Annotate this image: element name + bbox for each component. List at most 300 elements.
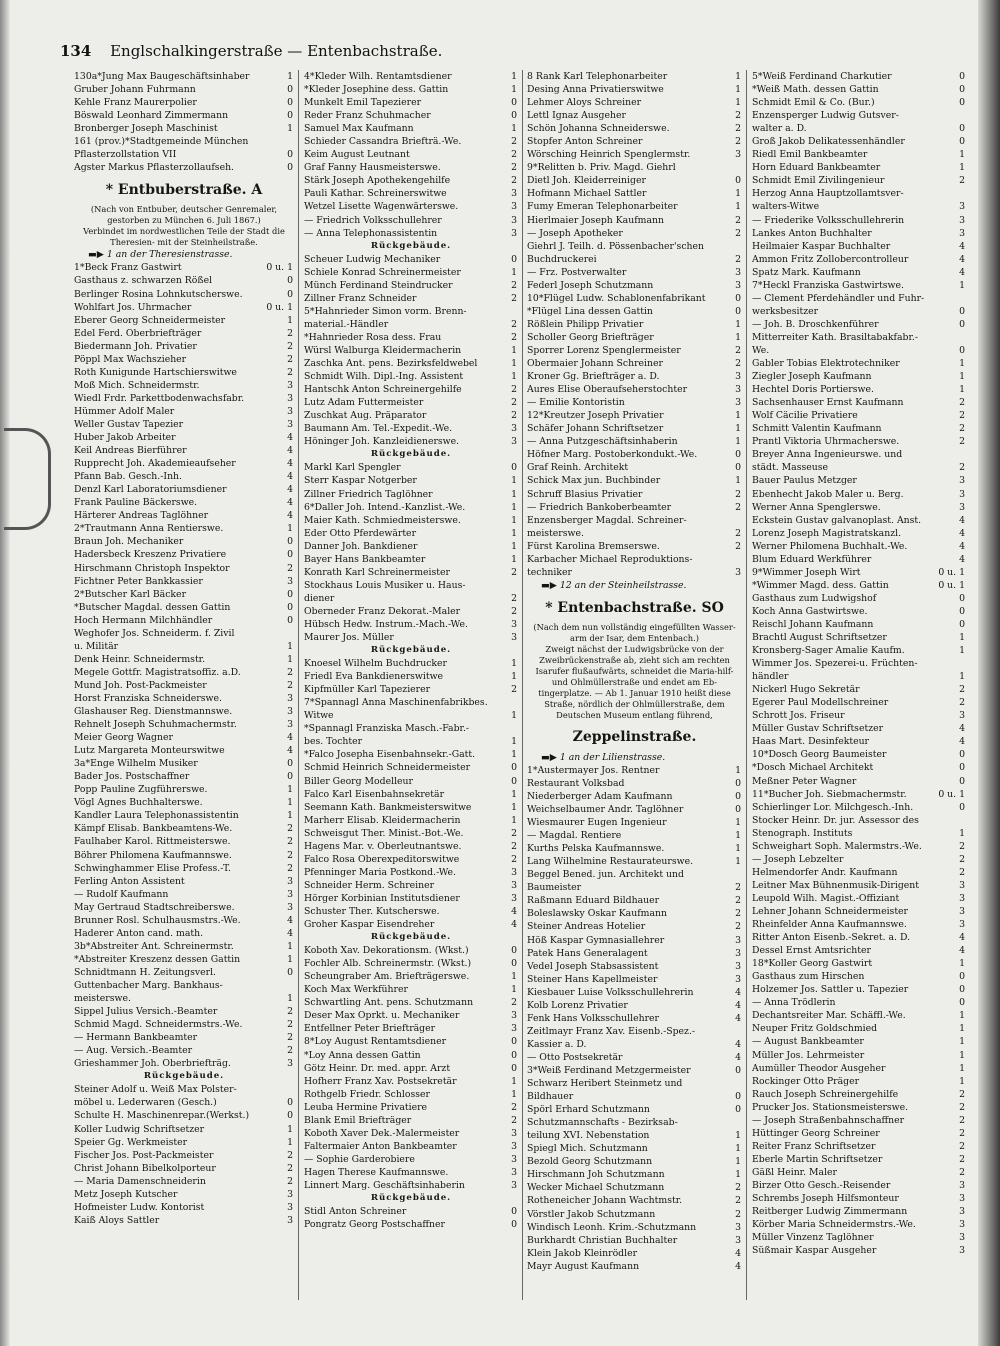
resident-entry xyxy=(527,894,742,907)
street-heading: * Entenbachstraße. SO xyxy=(545,599,724,616)
floor-number: 2 xyxy=(959,1101,965,1113)
floor-number: 3 xyxy=(287,379,293,391)
floor-number: 1 xyxy=(511,984,517,996)
floor-number: 3 xyxy=(511,214,517,226)
resident-entry xyxy=(527,1247,742,1260)
resident-name: Gäßl Heinr. Maler xyxy=(752,1166,837,1178)
resident-name: Fürst Karolina Bremserswe. xyxy=(527,540,660,552)
floor-number: 2 xyxy=(511,592,517,604)
resident-entry xyxy=(752,996,966,1009)
resident-entry xyxy=(752,840,966,853)
resident-entry xyxy=(752,605,966,618)
resident-entry xyxy=(527,200,742,213)
resident-name: — Anna Putzgeschäftsinhaberin xyxy=(527,436,678,448)
resident-entry xyxy=(74,122,294,135)
resident-name: Schmidt Wilh. Dipl.-Ing. Assistent xyxy=(304,371,464,383)
resident-entry xyxy=(74,1188,294,1201)
resident-entry xyxy=(304,1114,518,1127)
floor-number: 0 xyxy=(735,791,741,803)
resident-entry xyxy=(752,344,966,357)
resident-name: Patek Hans Generalagent xyxy=(527,947,648,959)
resident-name: Schmid Heinrich Schneidermeister xyxy=(304,762,471,774)
floor-number: 4 xyxy=(287,732,293,744)
floor-number: 1 xyxy=(511,371,517,383)
resident-name: Schierlinger Lor. Milchgesch.-Inh. xyxy=(752,801,914,813)
floor-number: 0 xyxy=(287,97,293,109)
floor-number: 0 xyxy=(287,275,293,287)
resident-entry xyxy=(527,344,742,357)
floor-number: 0 xyxy=(959,318,965,330)
resident-entry xyxy=(752,1009,966,1022)
resident-entry xyxy=(752,1218,966,1231)
resident-name: *Kleder Josephine dess. Gattin xyxy=(304,84,449,96)
resident-name: Kassier a. D. xyxy=(527,1038,587,1050)
resident-entry xyxy=(304,1153,518,1166)
resident-entry xyxy=(752,109,966,122)
resident-entry xyxy=(304,970,518,983)
resident-entry xyxy=(304,174,518,187)
resident-name: 9*Wimmer Joseph Wirt xyxy=(752,566,861,578)
resident-name: Lettl Ignaz Ausgeher xyxy=(527,110,626,122)
resident-entry xyxy=(752,1075,966,1088)
resident-name: Megele Gottfr. Magistratsoffiz. a.D. xyxy=(74,666,241,678)
resident-name: Grieshammer Joh. Oberbriefträg. xyxy=(74,1058,231,1070)
resident-entry xyxy=(304,957,518,970)
floor-number: 2 xyxy=(735,344,741,356)
floor-number: 2 xyxy=(287,366,293,378)
floor-number: 2 xyxy=(735,527,741,539)
floor-number: 1 xyxy=(735,1130,741,1142)
resident-entry xyxy=(527,920,742,933)
resident-entry xyxy=(752,422,966,435)
resident-entry xyxy=(527,187,742,200)
resident-name: Faltermaier Anton Bankbeamter xyxy=(304,1140,457,1152)
floor-number: 1 xyxy=(511,540,517,552)
resident-name: *Falco Josepha Eisenbahnsekr.-Gatt. xyxy=(304,749,476,761)
resident-entry xyxy=(752,488,966,501)
resident-entry xyxy=(752,644,966,657)
resident-name: Spörl Erhard Schutzmann xyxy=(527,1104,650,1116)
resident-name: Kehle Franz Maurerpolier xyxy=(74,97,197,109)
resident-entry xyxy=(527,907,742,920)
resident-name: Hagens Mar. v. Oberleutnantswe. xyxy=(304,840,462,852)
resident-entry xyxy=(304,983,518,996)
resident-entry xyxy=(304,70,518,83)
resident-name: Sippel Julius Versich.-Beamter xyxy=(74,1006,218,1018)
floor-number: 0 u. 1 xyxy=(938,788,965,800)
resident-name: Rehnelt Joseph Schuhmachermstr. xyxy=(74,719,237,731)
resident-entry xyxy=(74,392,294,405)
resident-entry xyxy=(304,748,518,761)
resident-name: Brunner Rosl. Schulhausmstrs.-We. xyxy=(74,914,241,926)
resident-name: — Maria Damenschneiderin xyxy=(74,1175,206,1187)
resident-entry xyxy=(304,657,518,670)
resident-name: Denzl Karl Laboratoriumsdiener xyxy=(74,484,227,496)
resident-entry xyxy=(304,1062,518,1075)
resident-entry xyxy=(304,918,518,931)
floor-number: 2 xyxy=(735,501,741,513)
resident-name: Vörstler Jakob Schutzmann xyxy=(527,1208,656,1220)
floor-number: 0 xyxy=(511,1062,517,1074)
resident-entry xyxy=(74,366,294,379)
floor-number: 2 xyxy=(959,436,965,448)
floor-number: 1 xyxy=(511,514,517,526)
paper-clip xyxy=(4,428,51,530)
resident-name: 6*Daller Joh. Intend.-Kanzlist.-We. xyxy=(304,501,466,513)
resident-name: Aures Elise Oberaufseherstochter xyxy=(527,384,688,396)
floor-number: 3 xyxy=(959,892,965,904)
floor-number: 1 xyxy=(959,645,965,657)
resident-name: Rotheneicher Johann Wachtmstr. xyxy=(527,1195,683,1207)
resident-name: Horst Franziska Schneiderswe. xyxy=(74,692,222,704)
resident-name: Leupold Wilh. Magist.-Offiziant xyxy=(752,892,900,904)
resident-entry xyxy=(752,240,966,253)
resident-name: 2*Butscher Karl Bäcker xyxy=(74,588,187,600)
resident-entry xyxy=(527,829,742,842)
resident-name: Edel Ferd. Oberbriefträger xyxy=(74,327,202,339)
resident-entry xyxy=(74,822,294,835)
floor-number: 2 xyxy=(735,358,741,370)
floor-number: 2 xyxy=(735,136,741,148)
resident-entry xyxy=(527,70,742,83)
floor-number: 2 xyxy=(287,666,293,678)
resident-entry xyxy=(752,409,966,422)
floor-number: 3 xyxy=(511,892,517,904)
resident-entry xyxy=(752,187,966,200)
resident-name: Boleslawsky Oskar Kaufmann xyxy=(527,908,667,920)
resident-name: Samuel Max Kaufmann xyxy=(304,123,414,135)
resident-entry xyxy=(752,200,966,213)
resident-name: Moß Mich. Schneidermstr. xyxy=(74,379,200,391)
resident-entry xyxy=(304,605,518,618)
resident-entry xyxy=(304,214,518,227)
resident-name: Schön Johanna Schneiderswe. xyxy=(527,123,670,135)
floor-number: 1 xyxy=(287,123,293,135)
resident-name: Wimmer Jos. Spezerei-u. Früchten- xyxy=(752,658,918,670)
floor-number: 2 xyxy=(959,1088,965,1100)
resident-entry xyxy=(74,809,294,822)
resident-name: Metz Joseph Kutscher xyxy=(74,1188,178,1200)
resident-entry xyxy=(752,696,966,709)
floor-number: 1 xyxy=(511,123,517,135)
resident-entry xyxy=(527,934,742,947)
floor-number: 1 xyxy=(511,527,517,539)
resident-entry xyxy=(74,431,294,444)
resident-entry xyxy=(304,761,518,774)
resident-entry xyxy=(74,757,294,770)
resident-entry xyxy=(752,122,966,135)
floor-number: 4 xyxy=(287,458,293,470)
resident-entry xyxy=(527,816,742,829)
resident-entry xyxy=(752,148,966,161)
resident-name: Falco Rosa Oberexpeditorswitwe xyxy=(304,853,460,865)
floor-number: 0 xyxy=(959,592,965,604)
resident-entry xyxy=(752,527,966,540)
resident-entry xyxy=(752,801,966,814)
floor-number: 4 xyxy=(959,540,965,552)
floor-number: 1 xyxy=(287,314,293,326)
resident-entry xyxy=(752,435,966,448)
resident-name: Buchdruckerei xyxy=(527,253,597,265)
floor-number: 0 xyxy=(959,749,965,761)
resident-name: Gasthaus zum Ludwigshof xyxy=(752,592,877,604)
floor-number: 1 xyxy=(287,784,293,796)
floor-number: 3 xyxy=(735,947,741,959)
resident-name: bes. Tochter xyxy=(304,736,363,748)
resident-entry xyxy=(752,1062,966,1075)
resident-entry xyxy=(74,875,294,888)
resident-entry xyxy=(304,461,518,474)
resident-name: Schweighart Soph. Malermstrs.-We. xyxy=(752,840,922,852)
resident-name: Herzog Anna Hauptzollamtsver- xyxy=(752,188,904,200)
floor-number: 1 xyxy=(959,671,965,683)
resident-name: Götz Heinr. Dr. med. appr. Arzt xyxy=(304,1062,451,1074)
resident-entry xyxy=(527,174,742,187)
floor-number: 2 xyxy=(735,540,741,552)
resident-entry xyxy=(752,501,966,514)
floor-number: 1 xyxy=(511,344,517,356)
floor-number: 1 xyxy=(511,501,517,513)
floor-number: 3 xyxy=(735,934,741,946)
resident-name: Zillner Franz Schneider xyxy=(304,292,417,304)
resident-name: Steiner Adolf u. Weiß Max Polster- xyxy=(74,1084,237,1096)
resident-name: Pflasterzollstation VII xyxy=(74,149,177,161)
resident-name: Giehrl J. Teilh. d. Pössenbacher'schen xyxy=(527,240,705,252)
resident-entry xyxy=(74,470,294,483)
street-note: Verbindet im nordwestlichen Teile der Stadt die Theresien- mit der Steinheilstraße. xyxy=(83,226,285,248)
resident-entry xyxy=(527,227,742,240)
section-label: Rückgebäude. xyxy=(370,1193,452,1204)
floor-number: 3 xyxy=(511,1153,517,1165)
resident-name: Zillner Friedrich Taglöhner xyxy=(304,488,433,500)
floor-number: 3 xyxy=(959,1232,965,1244)
resident-name: Raßmann Eduard Bildhauer xyxy=(527,895,660,907)
resident-name: Leitner Max Bühnenmusik-Dirigent xyxy=(752,879,919,891)
resident-name: 161 (prov.)*Stadtgemeinde München xyxy=(74,136,249,148)
resident-name: Eberle Martin Schriftsetzer xyxy=(752,1153,883,1165)
resident-name: Reiter Franz Schriftsetzer xyxy=(752,1140,876,1152)
resident-name: Beggel Bened. jun. Architekt und xyxy=(527,869,684,881)
resident-name: Lutz Margareta Monteurswitwe xyxy=(74,745,225,757)
resident-name: *Hahnrieder Rosa dess. Frau xyxy=(304,331,442,343)
floor-number: 0 xyxy=(735,462,741,474)
floor-number: 2 xyxy=(511,566,517,578)
floor-number: 1 xyxy=(735,1143,741,1155)
floor-number: 3 xyxy=(959,488,965,500)
floor-number: 2 xyxy=(735,488,741,500)
floor-number: 0 u. 1 xyxy=(266,262,293,274)
floor-number: 2 xyxy=(735,227,741,239)
floor-number: 0 xyxy=(959,71,965,82)
resident-name: Niederberger Adam Kaufmann xyxy=(527,791,673,803)
resident-entry xyxy=(74,1175,294,1188)
floor-number: 1 xyxy=(959,1062,965,1074)
floor-number: 4 xyxy=(287,484,293,496)
floor-number: 1 xyxy=(735,475,741,487)
floor-number: 3 xyxy=(959,1245,965,1257)
resident-name: werksbesitzer xyxy=(752,305,819,317)
resident-entry xyxy=(752,618,966,631)
street-heading: Zeppelinstraße. xyxy=(572,728,697,745)
resident-name: Stärk Joseph Apothekengehilfe xyxy=(304,175,451,187)
floor-number: 2 xyxy=(287,1149,293,1161)
resident-entry xyxy=(304,866,518,879)
resident-name: Müller Jos. Lehrmeister xyxy=(752,1049,865,1061)
floor-number: 0 xyxy=(735,804,741,816)
floor-number: 1 xyxy=(511,788,517,800)
resident-name: Lehner Johann Schneidermeister xyxy=(752,906,909,917)
resident-entry xyxy=(752,174,966,187)
floor-number: 3 xyxy=(959,906,965,917)
section-label: Rückgebäude. xyxy=(370,645,452,656)
floor-number: 2 xyxy=(287,1162,293,1174)
floor-number: 1 xyxy=(511,814,517,826)
resident-name: Schwartling Ant. pens. Schutzmann xyxy=(304,997,474,1009)
floor-number: 1 xyxy=(959,1023,965,1035)
floor-number: 1 xyxy=(287,1123,293,1135)
floor-number: 2 xyxy=(735,1195,741,1207)
floor-number: 3 xyxy=(735,384,741,396)
book-gutter xyxy=(0,0,10,1346)
resident-name: Schiele Konrad Schreinermeister xyxy=(304,266,461,278)
floor-number: 3 xyxy=(287,1058,293,1070)
resident-name: Fochler Alb. Schreinermstr. (Wkst.) xyxy=(304,958,472,970)
resident-name: Windisch Leonh. Krim.-Schutzmann xyxy=(527,1221,697,1233)
resident-name: Braun Joh. Mechaniker xyxy=(74,536,184,548)
resident-entry xyxy=(304,1022,518,1035)
resident-name: We. xyxy=(752,344,770,356)
resident-entry xyxy=(752,266,966,279)
floor-number: 0 xyxy=(735,305,741,317)
resident-entry xyxy=(74,1214,294,1227)
resident-name: Blank Emil Briefträger xyxy=(304,1114,412,1126)
floor-number: 3 xyxy=(511,632,517,644)
resident-name: Marherr Elisab. Kleidermacherin xyxy=(304,814,461,826)
resident-entry xyxy=(527,868,742,881)
resident-entry xyxy=(74,901,294,914)
resident-entry xyxy=(304,1127,518,1140)
floor-number: 3 xyxy=(959,1219,965,1231)
resident-entry xyxy=(74,718,294,731)
resident-name: Desing Anna Privatierswitwe xyxy=(527,84,664,96)
resident-name: Schneider Herm. Schreiner xyxy=(304,879,435,891)
resident-entry xyxy=(304,735,518,748)
resident-name: Härterer Andreas Taglöhner xyxy=(74,510,209,522)
floor-number: 0 xyxy=(959,618,965,630)
floor-number: 4 xyxy=(735,999,741,1011)
floor-number: 1 xyxy=(735,318,741,330)
resident-entry xyxy=(527,1012,742,1025)
street-note: (Nach von Entbuber, deutscher Genremaler, gestorben zu München 6. Juli 1867.) xyxy=(90,204,278,226)
floor-number: 2 xyxy=(511,175,517,187)
resident-name: *Flügel Lina dessen Gattin xyxy=(527,305,653,317)
resident-entry xyxy=(74,1201,294,1214)
floor-number: 1 xyxy=(959,358,965,370)
resident-entry xyxy=(304,148,518,161)
floor-number: 0 xyxy=(287,110,293,122)
resident-name: Koboth Xaver Dek.-Malermeister xyxy=(304,1127,460,1139)
floor-number: 3 xyxy=(511,423,517,435)
floor-number: 1 xyxy=(735,331,741,343)
resident-entry xyxy=(304,996,518,1009)
resident-name: Ferling Anton Assistent xyxy=(74,875,185,887)
floor-number: 3 xyxy=(735,149,741,161)
resident-name: Leuba Hermine Privatiere xyxy=(304,1101,428,1113)
resident-name: Böhrer Philomena Kaufmannswe. xyxy=(74,849,232,861)
resident-entry xyxy=(752,579,966,592)
floor-number: 4 xyxy=(735,1038,741,1050)
floor-number: 1 xyxy=(511,358,517,370)
resident-name: — August Bankbeamter xyxy=(752,1036,864,1048)
resident-entry xyxy=(527,279,742,292)
section-label: Rückgebäude. xyxy=(370,449,452,460)
street-start-marker: ▬▶ 1 an der Theresienstrasse. xyxy=(88,249,233,261)
floor-number: 2 xyxy=(511,605,517,617)
floor-number: 2 xyxy=(511,292,517,304)
resident-entry xyxy=(527,383,742,396)
resident-entry xyxy=(752,1192,966,1205)
resident-name: Gasthaus z. schwarzen Rößel xyxy=(74,275,213,287)
resident-name: Werner Philomena Buchhalt.-We. xyxy=(752,540,908,552)
resident-name: — Anna Telephonassistentin xyxy=(304,227,438,239)
resident-entry xyxy=(304,527,518,540)
resident-entry xyxy=(74,522,294,535)
floor-number: 1 xyxy=(511,84,517,96)
resident-name: Schmidt Emil & Co. (Bur.) xyxy=(752,97,875,109)
resident-name: — Joseph Lebzelter xyxy=(752,853,844,865)
resident-entry xyxy=(74,862,294,875)
resident-name: Munkelt Emil Tapezierer xyxy=(304,97,422,109)
resident-entry xyxy=(74,888,294,901)
resident-entry xyxy=(74,927,294,940)
resident-entry xyxy=(304,631,518,644)
resident-entry xyxy=(74,835,294,848)
resident-entry xyxy=(304,1075,518,1088)
floor-number: 1 xyxy=(959,1075,965,1087)
floor-number: 4 xyxy=(735,1260,741,1272)
floor-number: 0 xyxy=(287,601,293,613)
resident-entry xyxy=(304,344,518,357)
resident-entry xyxy=(752,553,966,566)
floor-number: 3 xyxy=(959,919,965,931)
resident-entry xyxy=(752,318,966,331)
resident-entry xyxy=(527,1025,742,1038)
resident-entry xyxy=(752,1140,966,1153)
resident-entry xyxy=(74,70,294,83)
resident-entry xyxy=(752,305,966,318)
floor-number: 3 xyxy=(287,405,293,417)
resident-entry xyxy=(304,187,518,200)
floor-number: 0 xyxy=(287,288,293,300)
floor-number: 1 xyxy=(287,71,293,82)
resident-entry xyxy=(304,944,518,957)
resident-name: Rauch Joseph Schreinergehilfe xyxy=(752,1088,899,1100)
resident-entry xyxy=(527,527,742,540)
floor-number: 0 xyxy=(287,771,293,783)
floor-number: 2 xyxy=(959,1166,965,1178)
resident-name: Kronsberg-Sager Amalie Kaufm. xyxy=(752,645,905,657)
resident-name: Lehmer Aloys Schreiner xyxy=(527,97,642,109)
resident-name: 4*Kleder Wilh. Rentamtsdiener xyxy=(304,71,452,82)
floor-number: 1 xyxy=(511,488,517,500)
resident-name: Kandler Laura Telephonassistentin xyxy=(74,810,239,822)
resident-name: Weller Gustav Tapezier xyxy=(74,418,184,430)
floor-number: 2 xyxy=(287,679,293,691)
floor-number: 3 xyxy=(959,501,965,513)
floor-number: 4 xyxy=(959,514,965,526)
street-start-marker: ▬▶ 12 an der Steinheilstrasse. xyxy=(541,579,687,591)
floor-number: 3 xyxy=(959,879,965,891)
